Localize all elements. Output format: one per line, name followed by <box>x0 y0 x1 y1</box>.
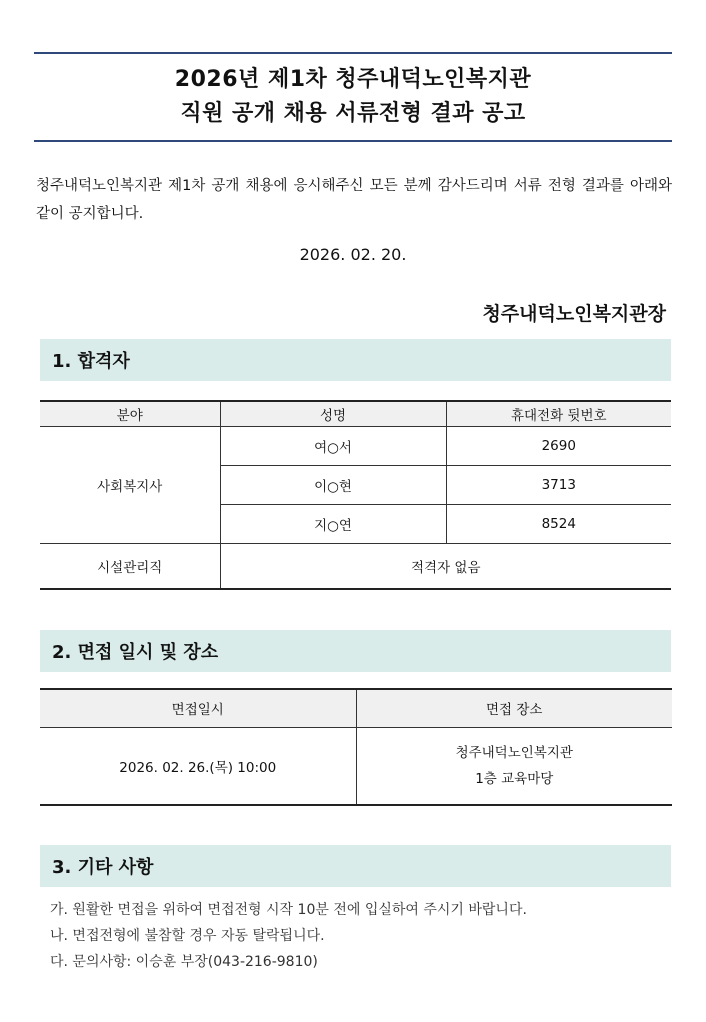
column-header-datetime: 면접일시 <box>40 689 356 727</box>
issuer-name: 청주내덕노인복지관장 <box>482 303 666 325</box>
column-header-field: 분야 <box>40 401 220 426</box>
column-header-phone: 휴대전화 뒷번호 <box>446 401 671 426</box>
note-item: 다. 문의사항: 이승훈 부장(043-216-9810) <box>50 954 318 970</box>
document-title <box>34 52 672 142</box>
table-header-row <box>40 401 671 426</box>
phone-cell: 8524 <box>446 504 671 543</box>
result-note-cell: 적격자 없음 <box>220 543 671 589</box>
announcement-date: 2026. 02. 20. <box>299 245 407 264</box>
interview-place-line-2: 1층 교육마당 <box>475 770 554 787</box>
title-line-2: 직원 공개 채용 서류전형 결과 공고 <box>180 101 526 126</box>
table-row <box>40 727 672 805</box>
interview-datetime: 2026. 02. 26.(목) 10:00 <box>40 727 356 805</box>
section-heading-interview: 2. 면접 일시 및 장소 <box>40 630 671 672</box>
table-header-row <box>40 689 672 727</box>
note-item: 가. 원활한 면접을 위하여 면접전형 시작 10분 전에 입실하여 주시기 바랍니다. <box>50 902 527 918</box>
title-line-1: 2026년 제1차 청주내덕노인복지관 <box>174 67 532 92</box>
interview-place <box>356 727 672 805</box>
intro-text: 청주내덕노인복지관 제1차 공개 채용에 응시해주신 모든 분께 감사드리며 서류 전형 결과를 아래와 같이 공지합니다. <box>36 178 672 222</box>
table-row <box>40 543 671 589</box>
note-item: 나. 면접전형에 불참할 경우 자동 탈락됩니다. <box>50 928 325 944</box>
column-header-place: 면접 장소 <box>356 689 672 727</box>
name-cell: 지○연 <box>220 504 446 543</box>
field-cell: 사회복지사 <box>40 426 220 543</box>
section-heading-passers: 1. 합격자 <box>40 339 671 381</box>
phone-cell: 3713 <box>446 465 671 504</box>
passers-table <box>40 400 671 590</box>
section-heading-other: 3. 기타 사항 <box>40 845 671 887</box>
name-cell: 여○서 <box>220 426 446 465</box>
interview-table <box>40 688 672 806</box>
interview-place-line-1: 청주내덕노인복지관 <box>455 744 573 761</box>
phone-cell: 2690 <box>446 426 671 465</box>
notes-list <box>50 897 527 975</box>
name-cell: 이○현 <box>220 465 446 504</box>
field-cell: 시설관리직 <box>40 543 220 589</box>
column-header-name: 성명 <box>220 401 446 426</box>
table-row <box>40 426 671 465</box>
